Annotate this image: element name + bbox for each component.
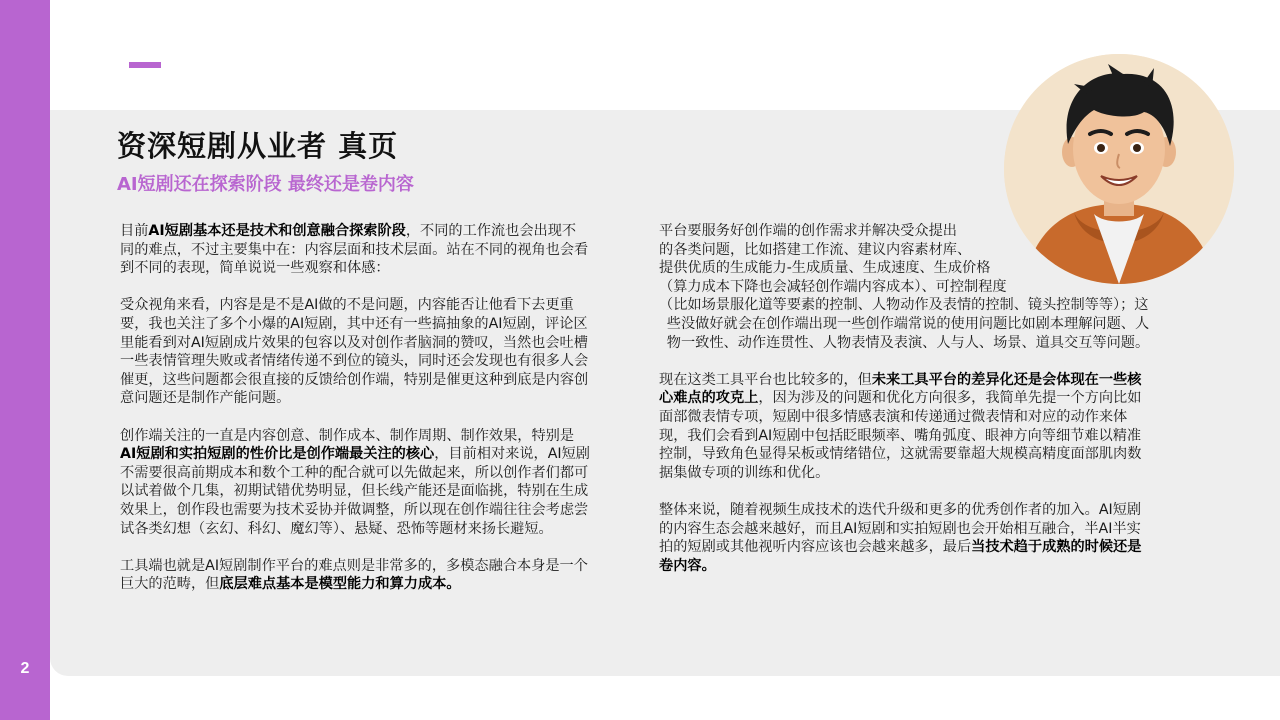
paragraph: 目前AI短剧基本还是技术和创意融合探索阶段，不同的工作流也会出现不同的难点，不过主要集中在：内容层面和技术层面。站在不同的视角也会看到不同的表现，简单说说一些观察和体感： xyxy=(120,223,589,277)
person-avatar-icon xyxy=(1004,54,1234,284)
accent-dash xyxy=(129,62,161,68)
right-column xyxy=(659,222,1154,594)
avatar-illustration xyxy=(1004,54,1234,284)
bold-emphasis: 底层难点基本是模型能力和算力成本。 xyxy=(219,576,461,593)
paragraph: 整体来说，随着视频生成技术的迭代升级和更多的优秀创作者的加入。AI短剧的内容生态会越来越好，而且AI短剧和实拍短剧也会开始相互融合，半AI半实拍的短剧或其他视听内容应该也会越来越多，最后当技术趋于成熟的时候还是卷内容。 xyxy=(659,501,1142,574)
page-title: 资深短剧从业者 真页 xyxy=(117,129,399,163)
paragraph: 平台要服务好创作端的创作需求并解决受众提出 的各类问题，比如搭建工作流、建议内容素材库、 提供优质的生成能力-生成质量、生成速度、生成价格 （算力成本下降也会减轻创作端内容成本）、可控制程度 （比如场景服化道等要素的控制、人物动作及表情的控制、镜头控制等等）；这些没做好就会在创作端出现一些创作端常说的使用问题比如剧本理解问题、人物一致性、动作连贯性、人物表情及表演、人与人、场景、道具交互等问题。 xyxy=(659,223,1150,351)
bold-emphasis: AI短剧基本还是技术和创意融合探索阶段 xyxy=(148,223,406,239)
paragraph: 工具端也就是AI短剧制作平台的难点则是非常多的，多模态融合本身是一个巨大的范畴，但底层难点基本是模型能力和算力成本。 xyxy=(120,557,588,593)
bold-emphasis: AI短剧和实拍短剧的性价比是创作端最关注的核心 xyxy=(120,446,435,463)
bold-emphasis: 当技术趋于成熟的时候还是卷内容。 xyxy=(659,539,1142,574)
side-accent-bar xyxy=(0,0,50,720)
paragraph: 受众视角来看，内容是是不是AI做的不是问题，内容能否让他看下去更重要，我也关注了多个小爆的AI短剧，其中还有一些搞抽象的AI短剧，评论区里能看到对AI短剧成片效果的包容以及对创作者脑洞的赞叹，当然也会吐槽一些表情管理失败或者情绪传递不到位的镜头，同时还会发现也有很多人会催更，这些问题都会很直接的反馈给创作端，特别是催更这种到底是内容创意问题还是制作产能问题。 xyxy=(120,297,589,407)
bold-emphasis: 未来工具平台的差异化还是会体现在一些核心难点的攻克上 xyxy=(659,371,1142,407)
paragraph: 现在这类工具平台也比较多的，但未来工具平台的差异化还是会体现在一些核心难点的攻克上，因为涉及的问题和优化方向很多，我简单先提一个方向比如面部微表情专项，短剧中很多情感表演和传递通过微表情和对应的动作来体现，我们会看到AI短剧中包括眨眼频率、嘴角弧度、眼神方向等细节难以精准控制，导致角色显得呆板或情绪错位，这就需要靠超大规模高精度面部肌肉数据集做专项的训练和优化。 xyxy=(659,371,1142,481)
paragraph: 创作端关注的一直是内容创意、制作成本、制作周期、制作效果，特别是AI短剧和实拍短剧的性价比是创作端最关注的核心，目前相对来说，AI短剧不需要很高前期成本和数个工种的配合就可以先做起来，所以创作者们都可以试着做个几集，初期试错优势明显，但长线产能还是面临挑，特别在生成效果上，创作段也需要为技术妥协并做调整，所以现在创作端往往会考虑尝试各类幻想（玄幻、科幻、魔幻等）、悬疑、恐怖等题材来扬长避短。 xyxy=(120,427,590,537)
left-column xyxy=(120,222,590,612)
page-number: 2 xyxy=(20,660,30,677)
page-subtitle: AI短剧还在探索阶段 最终还是卷内容 xyxy=(117,174,414,195)
